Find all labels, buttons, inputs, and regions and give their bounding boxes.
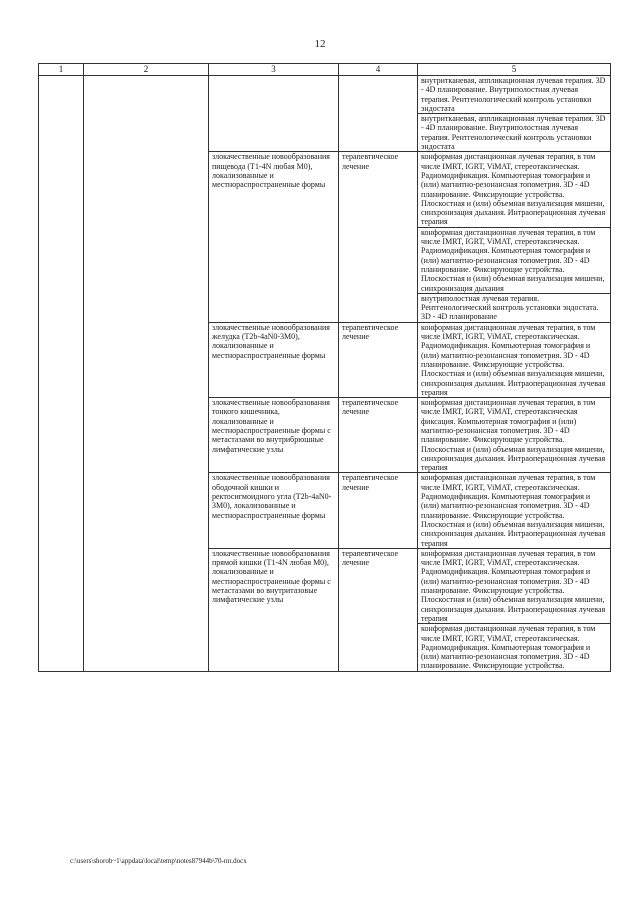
treatment-type-cell: терапевтическое лечение <box>339 548 418 671</box>
treatment-type-cell: терапевтическое лечение <box>339 152 418 322</box>
header-col-5: 5 <box>418 64 611 76</box>
header-col-2: 2 <box>84 64 209 76</box>
header-col-4: 4 <box>339 64 418 76</box>
method-cell: конформная дистанционная лучевая терапия, в том числе IMRT, IGRT, ViMAT, стереотаксическая фиксация. Компьютерная томография и (или) магнитно-резонансная топометрия. 3D - 4D планирование. Фиксирующие устройства. Плоскостная и (или) объемная визуализация мишени, синхронизация дыхания. Интраоперационная лучевая терапия <box>418 398 611 473</box>
method-cell: конформная дистанционная лучевая терапия, в том числе IMRT, IGRT, ViMAT, стереотаксическая. Радиомодификация. Компьютерная томография и (или) магнитно-резонансная топометрия. 3D - 4D планирование. Фиксирующие устройства. Плоскостная и (или) объемная визуализация мишени, синхронизация дыхания. Интраоперационная лучевая терапия <box>418 548 611 623</box>
diagnosis-cell: злокачественные новообразования прямой кишки (T1-4N любая M0), локализованные и местнораспространенные формы с метастазами во внутритазовые лимфатические узлы <box>209 548 339 671</box>
treatment-type-cell: терапевтическое лечение <box>339 322 418 397</box>
method-cell: конформная дистанционная лучевая терапия, в том числе IMRT, IGRT, ViMAT, стереотаксическая. Радиомодификация. Компьютерная томография и (или) магнитно-резонансная топометрия. 3D - 4D планирование. Фиксирующие устройства. Плоскостная и (или) объемная визуализация мишени, синхронизация дыхания <box>418 227 611 293</box>
diagnosis-cell: злокачественные новообразования ободочной кишки и ректосигмоидного угла (T2b-4aN0-3M0), локализованные и местнораспространенные формы <box>209 473 339 548</box>
method-cell: конформная дистанционная лучевая терапия, в том числе IMRT, IGRT, ViMAT, стереотаксическая. Радиомодификация. Компьютерная томография и (или) магнитно-резонансная топометрия. 3D - 4D планирование. Фиксирующие устройства. Плоскостная и (или) объемная визуализация мишени, синхронизация дыхания. Интраоперационная лучевая терапия <box>418 152 611 227</box>
table-header-row <box>39 64 611 76</box>
diagnosis-cell <box>209 76 339 152</box>
procedures-table <box>38 63 611 672</box>
diagnosis-cell: злокачественные новообразования пищевода (T1-4N любая M0), локализованные и местнораспространенные формы <box>209 152 339 322</box>
col2-cell <box>84 76 209 672</box>
method-cell: конформная дистанционная лучевая терапия, в том числе IMRT, IGRT, ViMAT, стереотаксическая. Радиомодификация. Компьютерная томография и (или) магнитно-резонансная топометрия. 3D - 4D планирование. Фиксирующие устройства. <box>418 624 611 671</box>
diagnosis-cell: злокачественные новообразования желудка (T2b-4aN0-3M0), локализованные и местнораспространенные формы <box>209 322 339 397</box>
treatment-type-cell <box>339 76 418 152</box>
table-row <box>39 76 611 114</box>
treatment-type-cell: терапевтическое лечение <box>339 473 418 548</box>
page-number: 12 <box>314 38 326 50</box>
header-col-3: 3 <box>209 64 339 76</box>
method-cell: конформная дистанционная лучевая терапия, в том числе IMRT, IGRT, ViMAT, стереотаксическая. Радиомодификация. Компьютерная томография и (или) магнитно-резонансная топометрия. 3D - 4D планирование. Фиксирующие устройства. Плоскостная и (или) объемная визуализация мишени, синхронизация дыхания. Интраоперационная лучевая терапия <box>418 322 611 397</box>
method-cell: внутритканевая, аппликационная лучевая терапия. 3D - 4D планирование. Внутриполостная лучевая терапия. Рентгенологический контроль установки эндостата <box>418 76 611 114</box>
file-path-footer: c:\users\shorob~1\appdata\local\temp\notes87944b\70-пп.docx <box>70 857 247 865</box>
diagnosis-cell: злокачественные новообразования тонкого кишечника, локализованные и местнораспространенные формы с метастазами во внутрибрюшные лимфатические узлы <box>209 398 339 473</box>
method-cell: внутритканевая, аппликационная лучевая терапия. 3D - 4D планирование. Внутриполостная лучевая терапия. Рентгенологический контроль установки эндостата <box>418 114 611 152</box>
col1-cell <box>39 76 84 672</box>
method-cell: внутриполостная лучевая терапия. Рентгенологический контроль установки эндостата. 3D - 4D планирование <box>418 293 611 322</box>
treatment-type-cell: терапевтическое лечение <box>339 398 418 473</box>
method-cell: конформная дистанционная лучевая терапия, в том числе IMRT, IGRT, ViMAT, стереотаксическая. Радиомодификация. Компьютерная томография и (или) магнитно-резонансная топометрия. 3D - 4D планирование. Фиксирующие устройства. Плоскостная и (или) объемная визуализация мишени, синхронизация дыхания. Интраоперационная лучевая терапия <box>418 473 611 548</box>
header-col-1: 1 <box>39 64 84 76</box>
